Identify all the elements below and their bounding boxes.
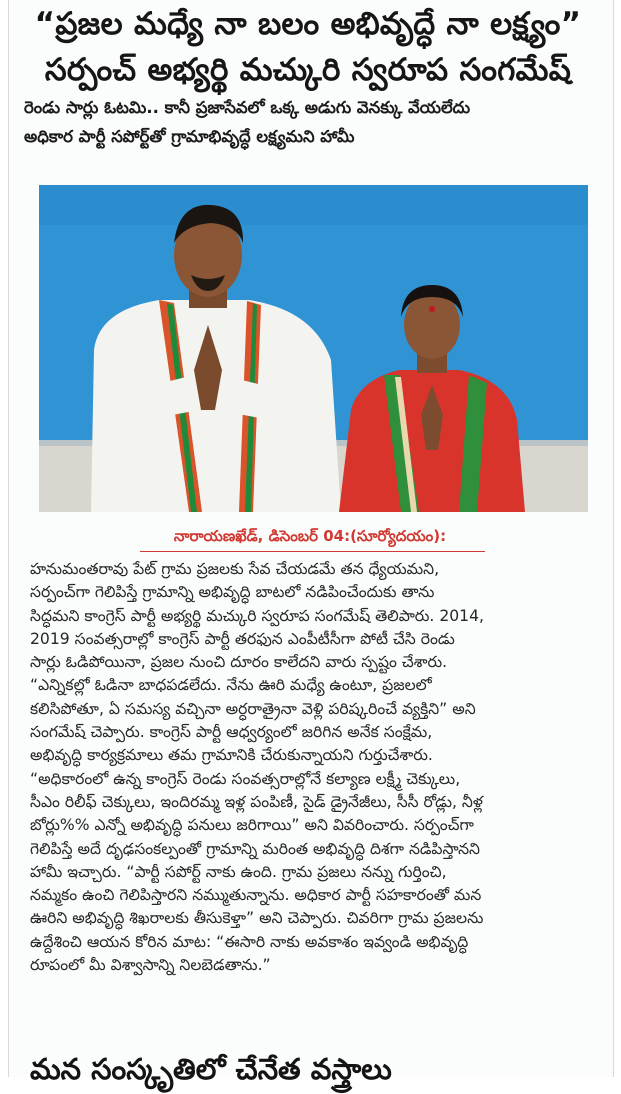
- body-line: సార్లు ఓడిపోయినా, ప్రజల నుంచి దూరం కాలేదని వారు స్పష్టం చేశారు.: [30, 653, 448, 672]
- body-line: 2019 సంవత్సరాల్లో కాంగ్రెస్ పార్టీ తరఫున ఎంపీటీసీగా పోటీ చేసి రెండు: [30, 629, 455, 648]
- body-line: నమ్మకం ఉంచి గెలిపిస్తారని నమ్ముతున్నాను. అధికార పార్టీ సహకారంతో మన: [30, 886, 482, 905]
- body-line: సీఎం రిలీఫ్ చెక్కులు, ఇందిరమ్మ ఇళ్ల పంపిణీ, సైడ్ డ్రైనేజీలు, సీసీ రోడ్లు, నీళ్ల: [30, 792, 483, 811]
- body-line: బోర్లు%% ఎన్నో అభివృద్ధి పనులు జరిగాయి” అని వివరించారు. సర్పంచ్‌గా: [30, 816, 474, 835]
- body-line: ఉద్దేశించి ఆయన కోరిన మాట: “ఈసారి నాకు అవకాశం ఇవ్వండి అభివృద్ధి: [30, 932, 469, 951]
- next-article-heading: మన సంస్కృతిలో చేనేత వస్త్రాలు: [30, 1052, 392, 1086]
- body-line: కలిసిపోతూ, ఏ సమస్య వచ్చినా అర్ధరాత్రైనా వెళ్లి పరిష్కరించే వ్యక్తిని” అని: [30, 699, 476, 718]
- dateline: నారాయణఖేడ్, డిసెంబర్ 04:(సూర్యోదయం):: [173, 527, 447, 545]
- headline-line-2: సర్పంచ్ అభ్యర్థి మచ్కురి స్వరూప సంగమేష్: [44, 52, 572, 88]
- body-line: అభివృద్ధి కార్యక్రమాలు తమ గ్రామానికి చేరుకున్నాయని గుర్తుచేశారు.: [30, 746, 433, 765]
- body-line: “ఎన్నికల్లో ఓడినా బాధపడలేదు. నేను ఊరి మధ్యే ఉంటూ, ప్రజలలో: [30, 676, 432, 695]
- body-line: ఊరిని అభివృద్ధి శిఖరాలకు తీసుకెళ్తా” అని చెప్పారు. చివరిగా గ్రామ ప్రజలను: [30, 909, 484, 928]
- body-line: సిద్ధమని కాంగ్రెస్ పార్టీ అభ్యర్థి మచ్కురి స్వరూప సంగమేష్ తెలిపారు. 2014,: [30, 606, 484, 625]
- body-line: గెలిపిస్తే అదే దృఢసంకల్పంతో గ్రామాన్ని మరింత అభివృద్ధి దిశగా నడిపిస్తానని: [30, 839, 481, 858]
- body-line: సంగమేష్ చెప్పారు. కాంగ్రెస్ పార్టీ ఆధ్వర్యంలో జరిగిన అనేక సంక్షేమ,: [30, 723, 433, 742]
- body-line: హనుమంతరావు పేట్ గ్రామ ప్రజలకు సేవ చేయడమే తన ధ్యేయమని,: [30, 560, 440, 578]
- article-body: [30, 558, 596, 977]
- dateline-underline: [140, 551, 485, 552]
- body-line: రూపంలో మీ విశ్వాసాన్ని నిలబెడతాను.”: [30, 956, 271, 975]
- subheadline-line-2: అధికార పార్టీ సపోర్ట్‌తో గ్రామాభివృద్ధే లక్ష్యమని హామీ: [24, 127, 355, 146]
- subheadline-line-1: రెండు సార్లు ఓటమి.. కానీ ప్రజాసేవలో ఒక్క అడుగు వెనక్కు వేయలేదు: [24, 98, 471, 117]
- body-line: “అధికారంలో ఉన్న కాంగ్రెస్ రెండు సంవత్సరాల్లోనే కల్యాణ లక్ష్మీ చెక్కులు,: [30, 769, 461, 788]
- body-line: హామీ ఇచ్చారు. “పార్టీ సపోర్ట్ నాకు ఉంది. గ్రామ ప్రజలు నన్ను గుర్తించి,: [30, 862, 447, 881]
- body-line: సర్పంచ్‌గా గెలిపిస్తే గ్రామాన్ని అభివృద్ధి బాటలో నడిపించేందుకు తాను: [30, 583, 435, 602]
- headline-line-1: “ప్రజల మధ్యే నా బలం అభివృద్ధే నా లక్ష్యం”: [34, 6, 582, 42]
- candidate-photo: [39, 185, 588, 512]
